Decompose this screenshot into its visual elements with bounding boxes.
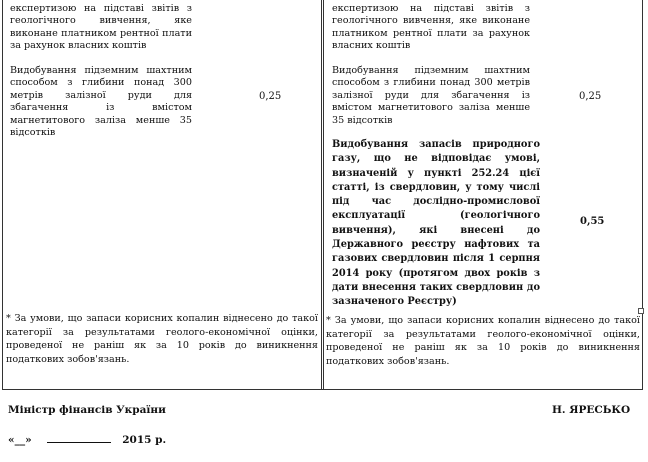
left-row2-text: Видобування підземним шахтним способом з глибини понад 300 метрів залізної руди для збагачення із вмістом магнетитового заліза менше 35 відсотків — [10, 65, 192, 139]
minister-position: Міністр фінансів України — [8, 404, 166, 416]
left-footnote: * За умови, що запаси корисних копалин віднесено до такої категорії за результатами геолого-економічної оцінки, проведеної не раніш як за 10 років до виникнення податкових зобов'язань. — [6, 313, 318, 365]
table-divider-right — [323, 0, 324, 389]
signature-date — [8, 433, 166, 446]
left-row1-text: експертизою на підставі звітів з геологічного вивчення, яке виконане платником рентної плати за рахунок власних коштів — [10, 3, 192, 52]
date-year: 2015 р. — [122, 434, 167, 446]
resize-handle-icon[interactable] — [638, 308, 644, 314]
date-day-blank: «__» — [8, 434, 32, 446]
table-divider-left — [321, 0, 322, 389]
right-footnote: * За умови, що запаси корисних копалин віднесено до такої категорії за результатами геолого-економічної оцінки, проведеної не раніш як за 10 років до виникнення податкових зобов'язань. — [326, 315, 640, 367]
right-row3-value: 0,55 — [580, 216, 605, 227]
right-row2-value: 0,25 — [579, 91, 602, 102]
left-row2-value: 0,25 — [259, 91, 282, 102]
right-row3-text: Видобування запасів природного газу, що не відповідає умові, визначеній у пункті 252.24 цієї статті, із свердловин, у тому числі під час дослідно-промислової експлуатації (геологічного вивчення), які внесені до Державного реєстру нафтових та газових свердловин після 1 серпня 2014 року (протягом двох років з дати внесення таких свердловин до зазначеного Реєстру) — [332, 139, 540, 308]
minister-name: Н. ЯРЕСЬКО — [552, 404, 631, 416]
right-row1-text: експертизою на підставі звітів з геологічного вивчення, яке виконане платником рентної плати за рахунок власних коштів — [332, 3, 530, 52]
right-row2-text: Видобування підземним шахтним способом з глибини понад 300 метрів залізної руди для збагачення із вмістом магнетитового заліза менше 35 відсотків — [332, 65, 530, 126]
date-month-blank — [47, 433, 111, 443]
comparison-table — [2, 0, 643, 390]
